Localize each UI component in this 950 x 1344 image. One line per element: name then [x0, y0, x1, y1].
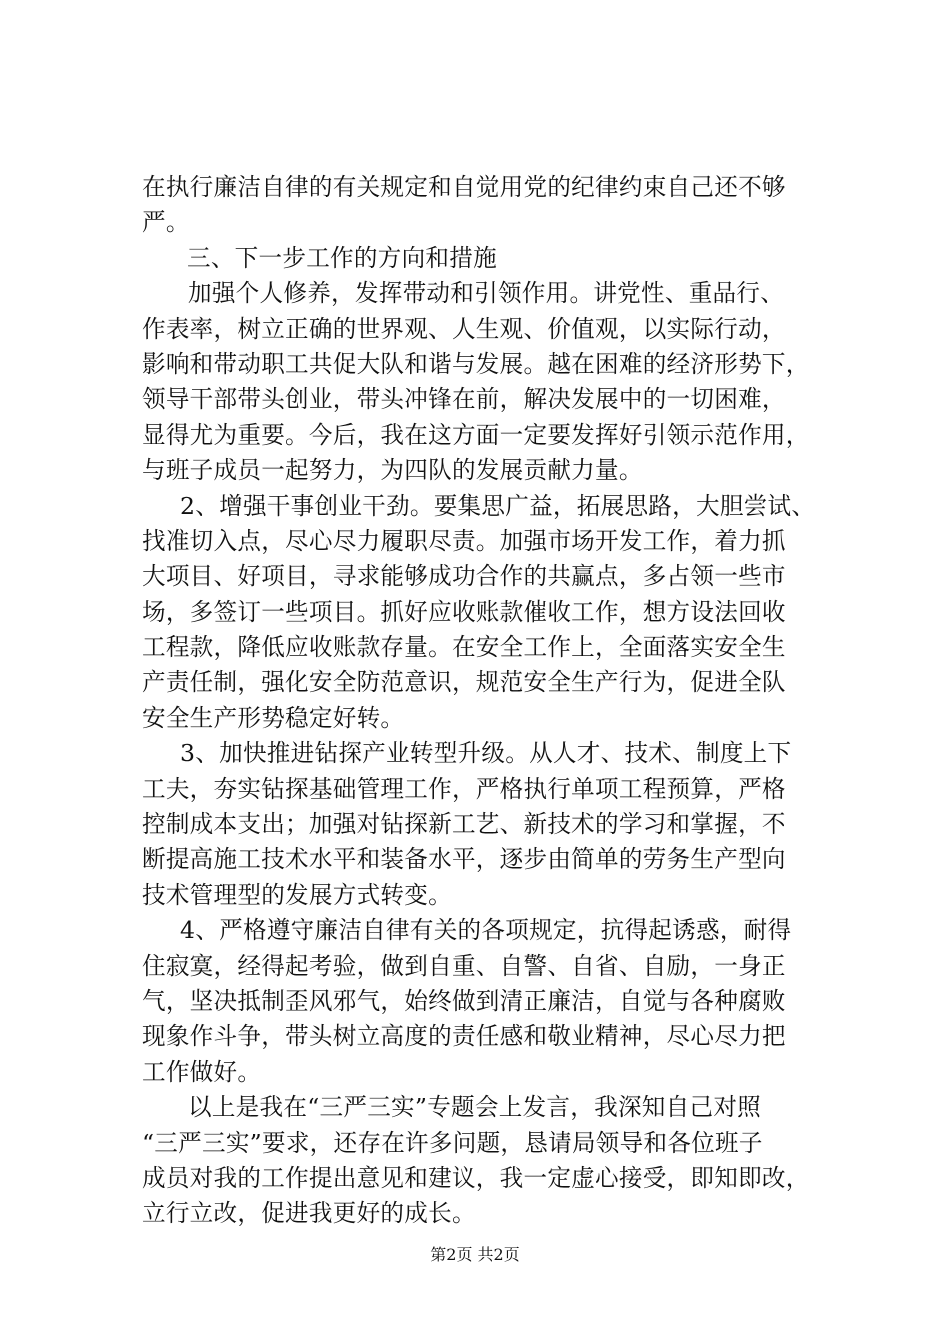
- text-line: 现象作斗争，带头树立高度的责任感和敬业精神，尽心尽力把: [142, 1022, 786, 1051]
- text-line: 与班子成员一起努力，为四队的发展贡献力量。: [142, 456, 643, 485]
- text-line: 工作做好。: [142, 1057, 262, 1086]
- text-line: 技术管理型的发展方式转变。: [142, 880, 452, 909]
- text-line: “三严三实”要求，还存在许多问题，恳请局领导和各位班子: [142, 1128, 763, 1157]
- text-line: 控制成本支出；加强对钻探新工艺、新技术的学习和掌握，不: [142, 810, 786, 839]
- document-body: [142, 170, 832, 1232]
- text-line: 加强个人修养，发挥带动和引领作用。讲党性、重品行、: [188, 279, 785, 308]
- text-line: 住寂寞，经得起考验，做到自重、自警、自省、自励，一身正: [142, 951, 786, 980]
- text-line: 气，坚决抵制歪风邪气，始终做到清正廉洁，自觉与各种腐败: [142, 986, 786, 1015]
- text-line: 领导干部带头创业，带头冲锋在前，解决发展中的一切困难，: [142, 385, 786, 414]
- text-line: 以上是我在“三严三实”专题会上发言，我深知自己对照: [188, 1093, 762, 1122]
- text-line: 2、增强干事创业干劲。要集思广益，拓展思路，大胆尝试、: [180, 491, 816, 520]
- text-line: 产责任制，强化安全防范意识，规范安全生产行为，促进全队: [142, 668, 786, 697]
- text-line: 在执行廉洁自律的有关规定和自觉用党的纪律约束自己还不够: [142, 173, 786, 201]
- text-line: 成员对我的工作提出意见和建议，我一定虚心接受，即知即改，: [142, 1163, 810, 1192]
- text-line: 显得尤为重要。今后，我在这方面一定要发挥好引领示范作用，: [142, 420, 810, 449]
- text-line: 安全生产形势稳定好转。: [142, 703, 405, 732]
- text-line: 工程款，降低应收账款存量。在安全工作上，全面落实安全生: [142, 633, 786, 662]
- text-line: 影响和带动职工共促大队和谐与发展。越在困难的经济形势下，: [142, 349, 810, 378]
- page-number-footer: 第2页 共2页: [430, 1245, 520, 1264]
- text-line: 场，多签订一些项目。抓好应收账款催收工作，想方设法回收: [142, 597, 786, 626]
- text-line: 找准切入点，尽心尽力履职尽责。加强市场开发工作，着力抓: [142, 526, 786, 555]
- text-line: 工夫，夯实钻探基础管理工作，严格执行单项工程预算，严格: [142, 774, 786, 803]
- text-line: 大项目、好项目，寻求能够成功合作的共赢点，多占领一些市: [142, 562, 786, 591]
- text-line: 4、严格遵守廉洁自律有关的各项规定，抗得起诱惑，耐得: [180, 916, 792, 945]
- text-line: 严。: [142, 208, 190, 237]
- text-line: 断提高施工技术水平和装备水平，逐步由简单的劳务生产型向: [142, 845, 786, 874]
- section-heading: 三、下一步工作的方向和措施: [187, 243, 497, 272]
- text-line: 立行立改，促进我更好的成长。: [142, 1199, 476, 1228]
- text-line: 作表率，树立正确的世界观、人生观、价值观，以实际行动，: [142, 314, 786, 343]
- text-line: 3、加快推进钻探产业转型升级。从人才、技术、制度上下: [180, 739, 792, 768]
